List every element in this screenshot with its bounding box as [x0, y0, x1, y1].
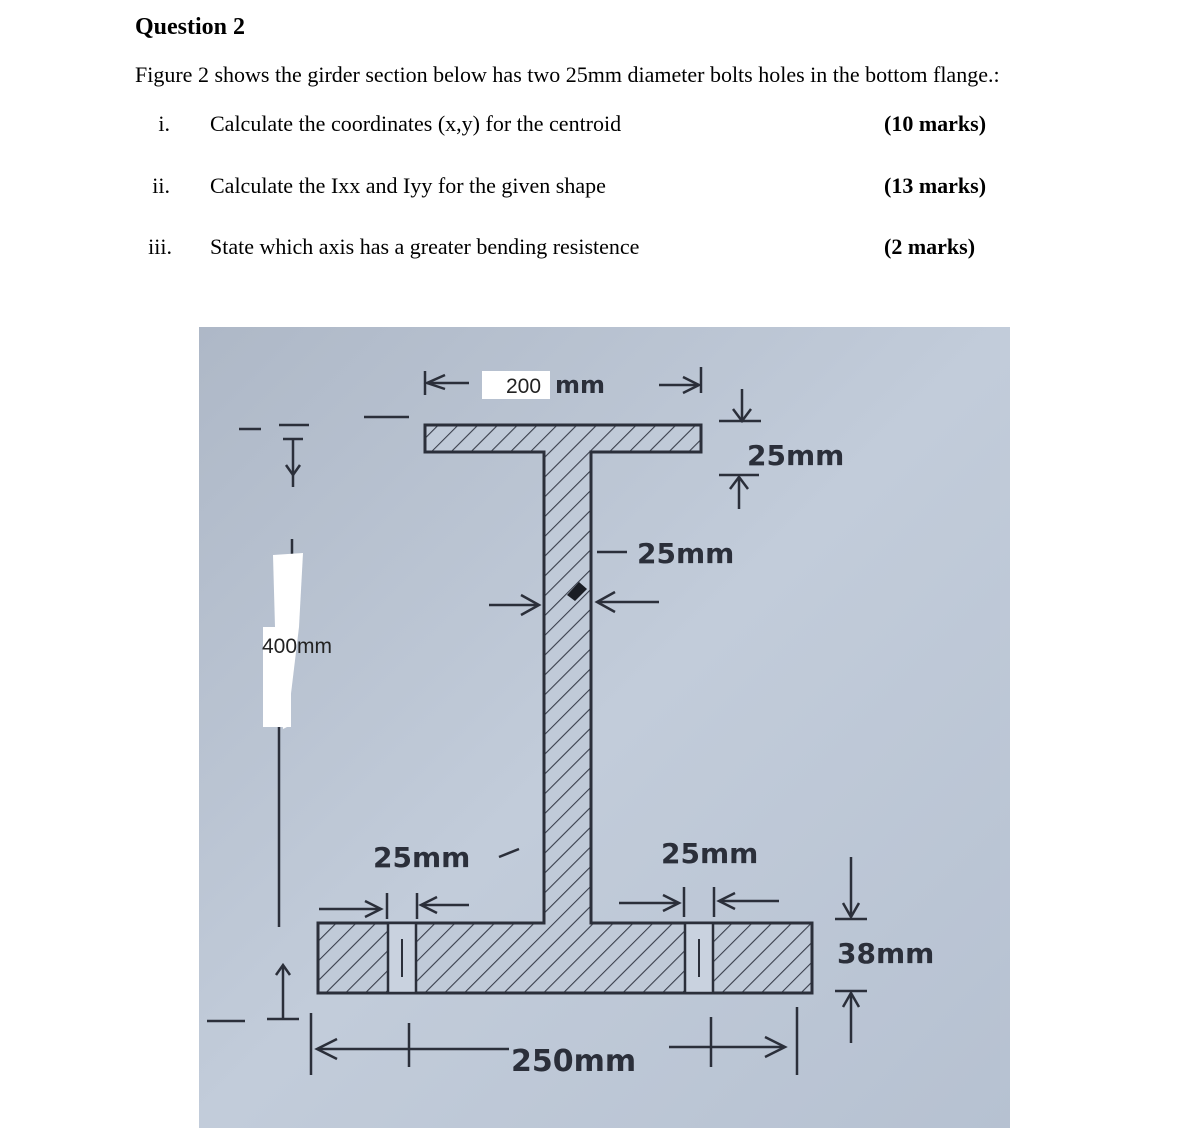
- bottom-flange-label: 38mm: [837, 937, 935, 970]
- girder-section-figure: [199, 327, 1010, 1128]
- question-intro: Figure 2 shows the girder section below has two 25mm diameter bolts holes in the bottom flange.:: [135, 62, 1000, 87]
- web-label: 25mm: [637, 537, 735, 570]
- top-flange-label: 25mm: [747, 439, 845, 472]
- item-text: State which axis has a greater bending resistence: [210, 234, 640, 259]
- item-text: Calculate the coordinates (x,y) for the centroid: [210, 111, 622, 136]
- question-item-3: [0, 234, 1188, 264]
- item-number: i.: [158, 111, 170, 136]
- item-text: Calculate the Ixx and Iyy for the given shape: [210, 173, 606, 198]
- left-hole-label: 25mm: [373, 841, 471, 874]
- girder-drawing: [199, 327, 1010, 1128]
- question-heading: Question 2: [135, 14, 246, 40]
- item-number: iii.: [148, 234, 172, 259]
- height-label: 400mm: [262, 635, 333, 658]
- question-item-2: [0, 173, 1188, 203]
- item-marks: (2 marks): [884, 234, 976, 259]
- question-item-1: [0, 111, 1188, 141]
- item-marks: (10 marks): [884, 111, 987, 136]
- top-width-unit: mm: [555, 371, 606, 399]
- right-hole-label: 25mm: [661, 837, 759, 870]
- bottom-width-label: 250mm: [511, 1044, 637, 1079]
- item-marks: (13 marks): [884, 173, 987, 198]
- top-width-label: 200: [506, 375, 542, 398]
- item-number: ii.: [152, 173, 170, 198]
